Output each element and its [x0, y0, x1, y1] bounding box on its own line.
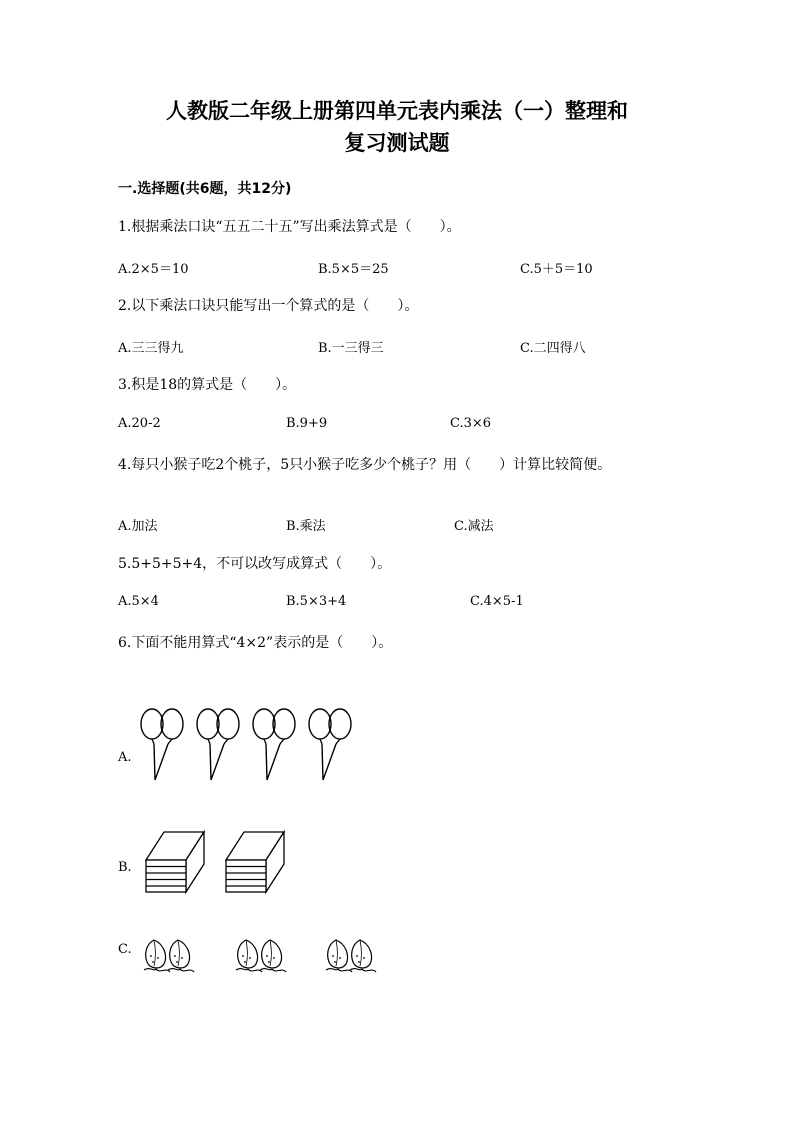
stacked-blocks-image	[142, 828, 292, 896]
peach-pair-1	[144, 940, 194, 972]
q1-option-c[interactable]: C.5＋5＝10	[520, 262, 593, 277]
q5-option-c[interactable]: C.4×5-1	[470, 594, 524, 609]
q4-option-b[interactable]: B.乘法	[286, 519, 326, 534]
q2-option-a[interactable]: A.三三得九	[118, 341, 184, 356]
q6-option-c[interactable]: C.	[118, 942, 132, 957]
q1-option-a[interactable]: A.2×5＝10	[118, 262, 189, 277]
block-stack-2	[226, 832, 284, 892]
peach-pair-2	[236, 940, 286, 972]
page-title-line2: 复习测试题	[344, 131, 450, 155]
peach-pair-3	[326, 940, 376, 972]
q3-option-a[interactable]: A.20-2	[118, 416, 161, 431]
q6-option-a[interactable]: A.	[118, 750, 132, 765]
q1-option-b[interactable]: B.5×5＝25	[318, 262, 389, 277]
balloon-pair-3	[253, 709, 295, 780]
q5-option-b[interactable]: B.5×3+4	[286, 594, 347, 609]
balloon-pair-4	[309, 709, 351, 780]
question-4: 4.每只小猴子吃2个桃子，5只小猴子吃多少个桃子？用（ ）计算比较简便。	[118, 457, 612, 473]
page-title-line1: 人教版二年级上册第四单元表内乘法（一）整理和	[166, 99, 628, 123]
peaches-image	[140, 934, 392, 976]
q2-option-c[interactable]: C.二四得八	[520, 341, 586, 356]
section-heading: 一.选择题(共6题，共12分)	[118, 181, 292, 197]
balloon-pair-2	[197, 709, 239, 780]
question-5: 5.5+5+5+4，不可以改写成算式（ ）。	[118, 556, 392, 572]
question-3: 3.积是18的算式是（ ）。	[118, 377, 297, 393]
block-stack-1	[146, 832, 204, 892]
balloon-pair-1	[141, 709, 183, 780]
q6-option-b[interactable]: B.	[118, 860, 132, 875]
question-1: 1.根据乘法口诀“五五二十五”写出乘法算式是（ ）。	[118, 219, 461, 235]
q5-option-a[interactable]: A.5×4	[118, 594, 159, 609]
balloons-image	[138, 706, 358, 782]
q2-option-b[interactable]: B.一三得三	[318, 341, 384, 356]
q3-option-c[interactable]: C.3×6	[450, 416, 492, 431]
question-2: 2.以下乘法口诀只能写出一个算式的是（ ）。	[118, 298, 419, 314]
q4-option-a[interactable]: A.加法	[118, 519, 158, 534]
question-6: 6.下面不能用算式“4×2”表示的是（ ）。	[118, 635, 393, 651]
q4-option-c[interactable]: C.减法	[454, 519, 494, 534]
q3-option-b[interactable]: B.9+9	[286, 416, 328, 431]
